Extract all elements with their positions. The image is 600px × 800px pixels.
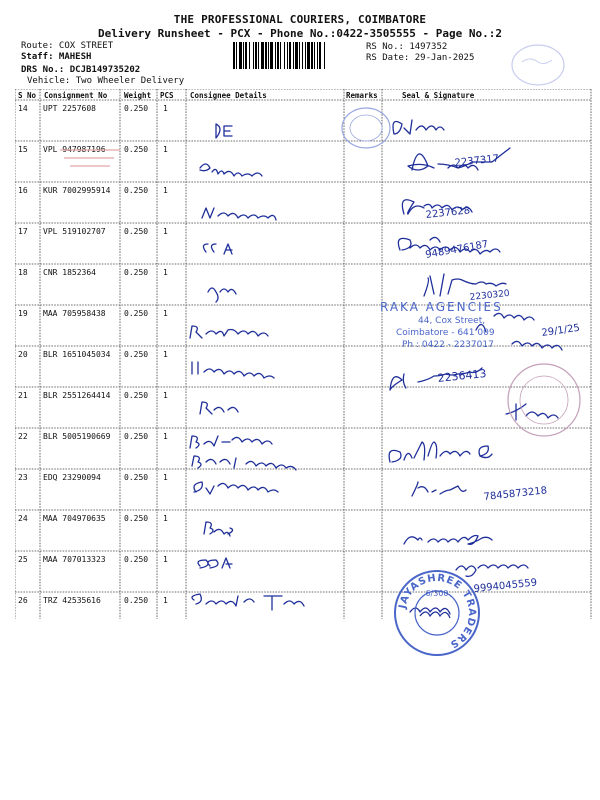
row-sno: 23 xyxy=(18,473,28,482)
row-consignment: CNR 1852364 xyxy=(43,268,96,277)
svg-text:JAYASHREE TRADERS xyxy=(397,573,477,650)
seal-number: 6/300 xyxy=(425,589,449,598)
col-header-consignee: Consignee Details xyxy=(190,91,267,100)
col-header-remarks: Remarks xyxy=(346,91,378,100)
seal-jayashree-text: JAYASHREE TRADERS xyxy=(397,572,478,650)
stamp-raka-city: Coimbatore - 641 009 xyxy=(396,328,495,338)
jayashree-seal xyxy=(392,568,482,658)
col-header-consignment: Consignment No xyxy=(44,91,108,100)
row-pcs: 1 xyxy=(163,350,168,359)
row-weight: 0.250 xyxy=(124,186,149,195)
row-pcs: 1 xyxy=(163,145,168,154)
row-pcs: 1 xyxy=(163,473,168,482)
col-header-seal: Seal & Signature xyxy=(402,91,475,100)
rs-number: RS No.: 1497352 xyxy=(366,42,448,52)
row-consignment: MAA 707013323 xyxy=(43,555,106,564)
row-sno: 26 xyxy=(18,596,28,605)
row-sno: 24 xyxy=(18,514,28,523)
rs-date: RS Date: 29-Jan-2025 xyxy=(366,53,475,63)
drs-number: DRS No.: DCJB149735202 xyxy=(21,65,141,75)
stamp-raka-address: 44, Cox Street, xyxy=(418,316,486,326)
row-pcs: 1 xyxy=(163,432,168,441)
svg-text:9489476187: 9489476187 xyxy=(424,239,490,261)
stamp-raka-phone: Ph : 0422 - 2237017 xyxy=(402,340,494,350)
faint-round-stamp xyxy=(500,360,588,440)
col-header-sno: S No xyxy=(18,91,37,100)
svg-text:2230320: 2230320 xyxy=(469,288,511,303)
row-weight: 0.250 xyxy=(124,268,149,277)
svg-text:7845873218: 7845873218 xyxy=(483,485,548,503)
row-sno: 14 xyxy=(18,104,28,113)
row-weight: 0.250 xyxy=(124,596,149,605)
row-weight: 0.250 xyxy=(124,555,149,564)
row-consignment: VPL 519102707 xyxy=(43,227,106,236)
row-pcs: 1 xyxy=(163,555,168,564)
row-consignment: UPT 2257608 xyxy=(43,104,96,113)
row-pcs: 1 xyxy=(163,391,168,400)
row-consignment: BLR 1651045034 xyxy=(43,350,111,359)
row-consignment: BLR 5005190669 xyxy=(43,432,111,441)
svg-text:29/1/25: 29/1/25 xyxy=(540,322,581,339)
row-sno: 20 xyxy=(18,350,28,359)
col-header-pcs: PCS xyxy=(160,91,174,100)
stamp-raka-name: RAKA AGENCIES xyxy=(380,300,503,314)
row-weight: 0.250 xyxy=(124,104,149,113)
row-pcs: 1 xyxy=(163,186,168,195)
row-weight: 0.250 xyxy=(124,391,149,400)
row-weight: 0.250 xyxy=(124,145,149,154)
row-pcs: 1 xyxy=(163,268,168,277)
row-sno: 18 xyxy=(18,268,28,277)
row-weight: 0.250 xyxy=(124,432,149,441)
svg-text:2236413: 2236413 xyxy=(436,366,488,385)
row-sno: 22 xyxy=(18,432,28,441)
svg-text:9994045559: 9994045559 xyxy=(473,577,538,595)
row-sno: 21 xyxy=(18,391,28,400)
row-pcs: 1 xyxy=(163,596,168,605)
row-weight: 0.250 xyxy=(124,473,149,482)
faint-round-stamp xyxy=(336,104,396,152)
col-header-weight: Weight xyxy=(124,91,152,100)
row-sno: 19 xyxy=(18,309,28,318)
row-pcs: 1 xyxy=(163,104,168,113)
row-sno: 15 xyxy=(18,145,28,154)
row-consignment: MAA 704970635 xyxy=(43,514,106,523)
row-consignment: MAA 705958438 xyxy=(43,309,106,318)
vehicle-label: Vehicle: Two Wheeler Delivery xyxy=(27,76,185,86)
row-weight: 0.250 xyxy=(124,514,149,523)
svg-text:2237317: 2237317 xyxy=(454,153,500,169)
row-sno: 16 xyxy=(18,186,28,195)
row-sno: 17 xyxy=(18,227,28,236)
row-weight: 0.250 xyxy=(124,227,149,236)
row-consignment: EDQ 23290094 xyxy=(43,473,101,482)
row-pcs: 1 xyxy=(163,514,168,523)
row-consignment: VPL 947987196 xyxy=(43,145,106,154)
row-sno: 25 xyxy=(18,555,28,564)
row-pcs: 1 xyxy=(163,309,168,318)
staff-label: Staff: MAHESH xyxy=(21,52,92,62)
row-pcs: 1 xyxy=(163,227,168,236)
row-consignment: KUR 7002995914 xyxy=(43,186,111,195)
row-weight: 0.250 xyxy=(124,309,149,318)
row-consignment: BLR 2551264414 xyxy=(43,391,111,400)
company-name: THE PROFESSIONAL COURIERS, COIMBATORE xyxy=(173,13,427,26)
svg-text:2237628: 2237628 xyxy=(425,205,471,221)
route-label: Route: COX STREET xyxy=(21,41,114,51)
row-consignment: TRZ 42535616 xyxy=(43,596,101,605)
row-weight: 0.250 xyxy=(124,350,149,359)
runsheet-title: Delivery Runsheet - PCX - Phone No.:0422-3505555 - Page No.:2 xyxy=(98,27,502,40)
